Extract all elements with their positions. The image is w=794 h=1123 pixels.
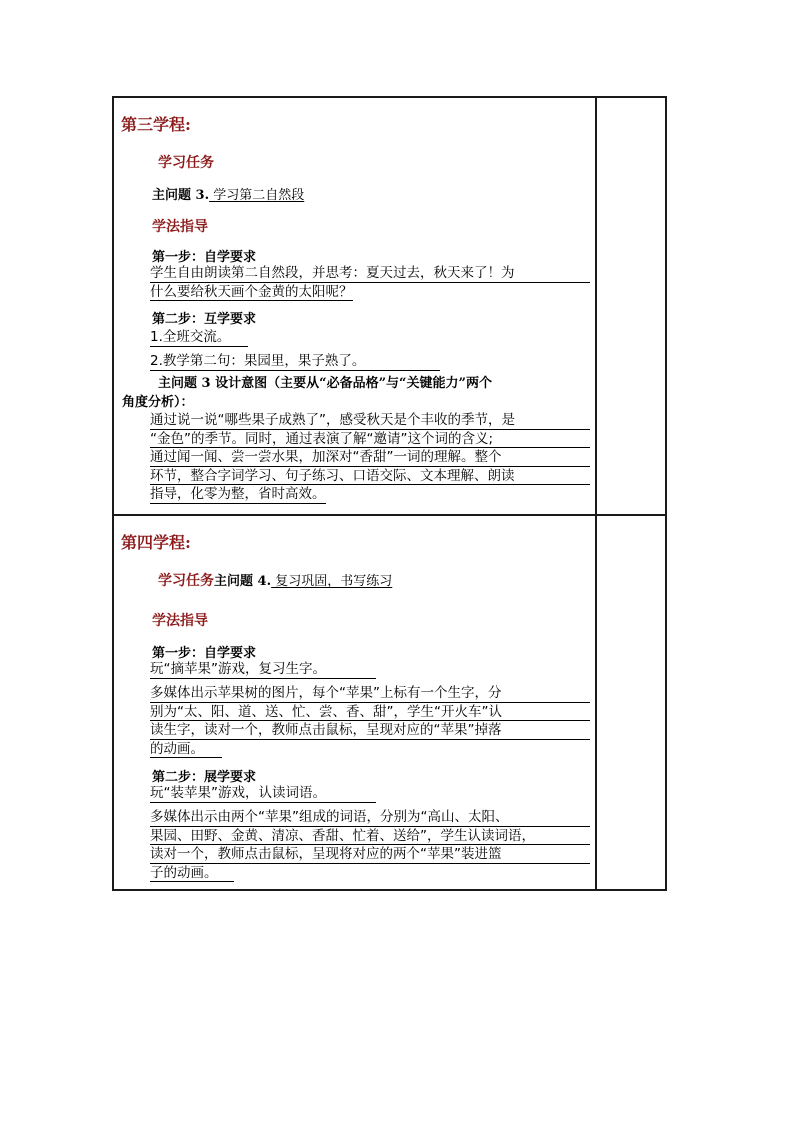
stage4-step1-line: 多媒体出示苹果树的图片，每个“苹果”上标有一个生字，分 — [150, 684, 590, 703]
stage3-task-heading: 学习任务 — [158, 155, 214, 171]
stage4-side-cell — [596, 515, 666, 890]
stage3-title: 第三学程: — [121, 115, 191, 134]
stage3-step1-label: 第一步：自学要求 — [152, 250, 257, 265]
stage3-step2-line: 2.教学第二句：果园里，果子熟了。 — [150, 352, 440, 371]
stage4-step1-line: 的动画。 — [150, 740, 222, 759]
lesson-plan-table — [112, 96, 667, 891]
stage3-step1-text — [150, 264, 590, 307]
stage4-step2-line: 读对一个，教师点击鼠标，呈现将对应的两个“苹果”装进篮 — [150, 845, 590, 864]
stage4-step2-text — [150, 784, 590, 888]
stage4-question-label: 主问题 4. — [214, 574, 272, 589]
stage3-question-label: 主问题 3. — [152, 188, 210, 203]
stage4-step1-line: 读生字，读对一个，教师点击鼠标，呈现对应的“苹果”掉落 — [150, 721, 590, 740]
stage3-design-line: 通过闻一闻、尝一尝水果，加深对“香甜”一词的理解。整个 — [150, 448, 590, 467]
stage3-method-heading: 学法指导 — [152, 219, 208, 235]
stage4-step1-label: 第一步：自学要求 — [152, 646, 257, 661]
stage4-row — [113, 515, 666, 890]
stage4-step2-label: 第二步：展学要求 — [152, 770, 257, 785]
stage3-design-line: 指导，化零为整，省时高效。 — [150, 486, 326, 502]
stage4-step2-line: 多媒体出示由两个“苹果”组成的词语，分别为“高山、太阳、 — [150, 808, 590, 827]
stage3-step1-line: 学生自由朗读第二自然段，并思考：夏天过去，秋天来了！为 — [150, 264, 590, 283]
stage4-step2-line: 果园、田野、金黄、清凉、香甜、忙着、送给”，学生认读词语， — [150, 827, 590, 846]
stage3-design-text — [150, 411, 590, 509]
stage3-row — [113, 97, 666, 515]
stage3-design-line: “金色”的季节。同时，通过表演了解“邀请”这个词的含义; — [150, 430, 590, 449]
stage3-step2-label: 第二步：互学要求 — [152, 312, 257, 327]
stage4-cell — [113, 515, 596, 890]
stage4-step1-text — [150, 660, 590, 764]
stage3-question-text: 学习第二自然段 — [209, 188, 305, 203]
stage4-task-line — [158, 570, 392, 590]
stage4-task-heading: 学习任务 — [158, 573, 214, 589]
stage3-design-line: 环节，整合字词学习、句子练习、口语交际、文本理解、朗读 — [150, 467, 590, 486]
stage3-design-line: 通过说一说“哪些果子成熟了”，感受秋天是个丰收的季节，是 — [150, 411, 590, 430]
stage3-cell — [113, 97, 596, 515]
stage4-method-heading: 学法指导 — [152, 613, 208, 629]
stage3-design-label: 主问题 3 设计意图（主要从“必备品格”与“关键能力”两个 — [158, 376, 493, 391]
stage4-step2-line: 玩“装苹果”游戏，认读词语。 — [150, 784, 376, 803]
stage4-step1-line: 别为“太、阳、道、送、忙、尝、香、甜”，学生“开火车”认 — [150, 703, 590, 722]
stage3-step1-line: 什么要给秋天画个金黄的太阳呢？ — [150, 283, 353, 300]
stage3-step2-line: 1.全班交流。 — [150, 328, 248, 347]
stage4-step2-line: 子的动画。 — [150, 864, 234, 883]
stage3-design-label-cont: 角度分析）： — [122, 395, 194, 410]
stage4-step1-line: 玩“摘苹果”游戏，复习生字。 — [150, 660, 376, 679]
stage4-title: 第四学程: — [121, 533, 191, 552]
stage3-side-cell — [596, 97, 666, 515]
stage3-step2-text — [150, 328, 590, 376]
stage3-question — [152, 184, 304, 203]
stage4-question-text: 复习巩固，书写练习 — [271, 574, 393, 589]
